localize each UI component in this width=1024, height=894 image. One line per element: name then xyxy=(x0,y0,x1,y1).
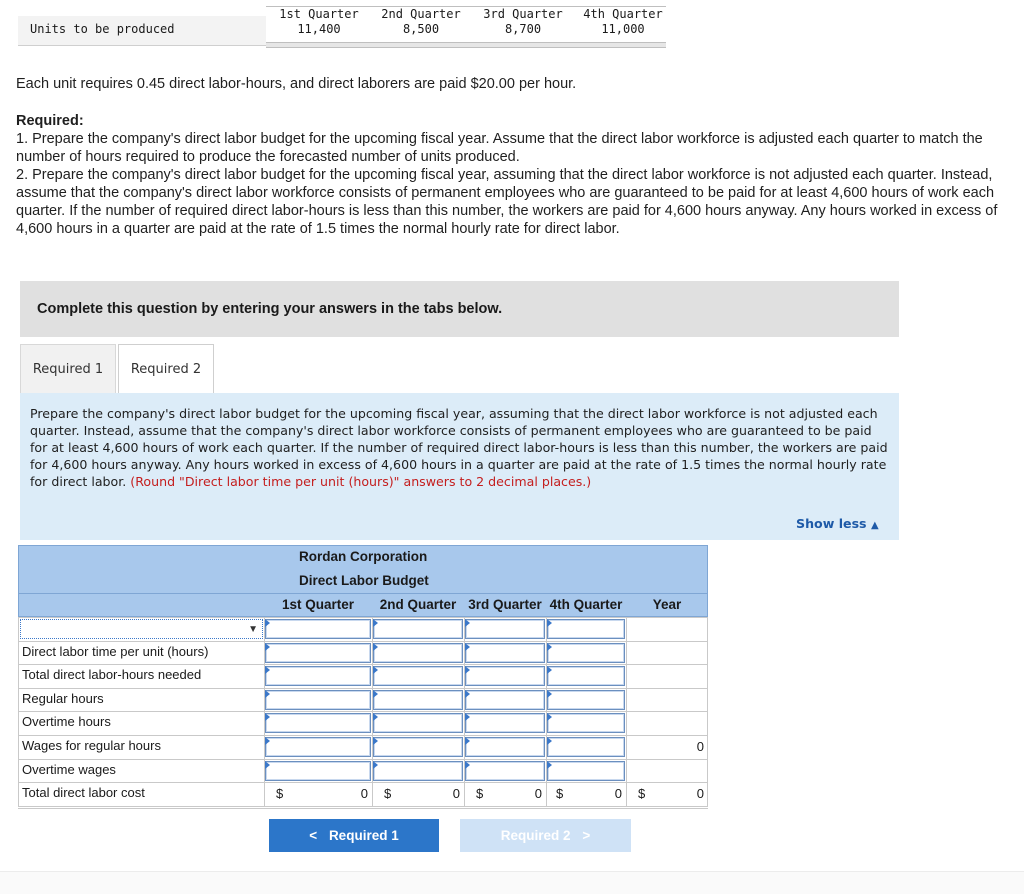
footer-strip xyxy=(0,871,1024,894)
prev-required-1-button[interactable] xyxy=(269,819,439,852)
units-col-q4 xyxy=(572,6,674,46)
rounding-note: (Round "Direct labor time per unit (hours)" answers to 2 decimal places.) xyxy=(130,474,592,489)
units-select-dropdown[interactable] xyxy=(20,619,263,639)
input-hours-needed-q2[interactable] xyxy=(373,666,463,686)
instructions-text: Prepare the company's direct labor budget for the upcoming fiscal year, assuming that the direct labor workforce is not adjusted each quarter. Instead, assume that the company's direct labor workforce consists of permanent employees who are guaranteed to be paid for at least 4,600 hours of work each quarter. If the number of required direct labor-hours is less than this number, the workers are paid for 4,600 hours anyway. Any hours worked in excess of 4,600 hours in a quarter are paid at the rate of 1.5 times the normal hourly rate for direct labor. xyxy=(30,406,888,489)
input-overtime-wages-q3[interactable] xyxy=(465,761,545,781)
input-labor-time-q3[interactable] xyxy=(465,643,545,663)
input-hours-needed-q3[interactable] xyxy=(465,666,545,686)
tab-instructions xyxy=(20,393,899,540)
units-q2-value: 8,500 xyxy=(402,22,440,36)
row-label-overtime-wages: Overtime wages xyxy=(22,762,116,777)
show-less-label: Show less xyxy=(796,516,867,531)
row-label-total-hours-needed: Total direct labor-hours needed xyxy=(22,667,202,682)
regular-wages-year: 0 xyxy=(696,739,704,754)
input-regular-hours-q4[interactable] xyxy=(547,690,625,710)
units-q1-value: 11,400 xyxy=(297,22,341,36)
col-header-q2: 2nd Quarter xyxy=(379,597,457,612)
intro-text: Each unit requires 0.45 direct labor-hours, and direct laborers are paid $20.00 per hour. xyxy=(16,76,577,92)
grid-row-line xyxy=(18,759,708,760)
units-q4-value: 11,000 xyxy=(601,22,645,36)
input-overtime-hours-q4[interactable] xyxy=(547,713,625,733)
row-label-overtime-hours: Overtime hours xyxy=(22,714,111,729)
total-q3-value: 0 xyxy=(534,786,542,801)
input-overtime-hours-q2[interactable] xyxy=(373,713,463,733)
tab-required-2[interactable]: Required 2 xyxy=(118,344,214,393)
total-q2-value: 0 xyxy=(452,786,460,801)
input-regular-wages-q2[interactable] xyxy=(373,737,463,757)
units-q1-header: 1st Quarter xyxy=(279,7,359,21)
units-col-q3 xyxy=(472,6,574,46)
units-q3-header: 3rd Quarter xyxy=(483,7,563,21)
total-q3-currency: $ xyxy=(476,786,484,801)
total-year-value: 0 xyxy=(696,786,704,801)
required-item-2: 2. Prepare the company's direct labor budget for the upcoming fiscal year, assuming that the direct labor workforce is not adjusted each quarter. Instead, assume that the company's direct labor workforce consists of permanent employees who are guaranteed to be paid for at least 4,600 hours of work each quarter. If the number of required direct labor-hours is less than this number, the workers are paid for 4,600 hours anyway. Any hours worked in excess of 4,600 hours in a quarter are paid at the rate of 1.5 times the normal hourly rate for direct labor. xyxy=(16,167,998,237)
input-row0-q4[interactable] xyxy=(547,619,625,639)
units-table xyxy=(18,6,666,48)
input-overtime-wages-q4[interactable] xyxy=(547,761,625,781)
chevron-left-icon: < xyxy=(309,828,318,843)
caret-down-icon: ▼ xyxy=(248,624,258,635)
next-button-label: Required 2 xyxy=(500,828,571,843)
grid-row-line xyxy=(18,617,708,618)
input-row0-q1[interactable] xyxy=(265,619,371,639)
col-header-q1: 1st Quarter xyxy=(281,597,355,612)
total-q4-currency: $ xyxy=(556,786,564,801)
col-header-q3: 3rd Quarter xyxy=(468,597,542,612)
grid-vline xyxy=(18,617,19,807)
input-hours-needed-q4[interactable] xyxy=(547,666,625,686)
units-q2-header: 2nd Quarter xyxy=(381,7,461,21)
input-regular-wages-q3[interactable] xyxy=(465,737,545,757)
col-header-year: Year xyxy=(652,597,682,612)
input-overtime-hours-q1[interactable] xyxy=(265,713,371,733)
row-label-labor-time-per-unit: Direct labor time per unit (hours) xyxy=(22,644,209,659)
triangle-up-icon: ▲ xyxy=(870,520,879,531)
input-overtime-wages-q2[interactable] xyxy=(373,761,463,781)
show-less-link[interactable] xyxy=(796,516,879,531)
row-label-regular-hours: Regular hours xyxy=(22,691,104,706)
input-regular-wages-q4[interactable] xyxy=(547,737,625,757)
input-regular-hours-q1[interactable] xyxy=(265,690,371,710)
input-row0-q2[interactable] xyxy=(373,619,463,639)
row-label-total-labor-cost: Total direct labor cost xyxy=(22,785,145,800)
company-name: Rordan Corporation xyxy=(299,549,428,564)
input-labor-time-q1[interactable] xyxy=(265,643,371,663)
total-q1-currency: $ xyxy=(276,786,284,801)
next-required-2-button[interactable] xyxy=(460,819,631,852)
units-col-q1 xyxy=(268,6,370,46)
chevron-right-icon: > xyxy=(582,828,591,843)
col-header-q4: 4th Quarter xyxy=(549,597,623,612)
direct-labor-budget-grid xyxy=(18,545,708,807)
grid-vline xyxy=(626,617,627,807)
grid-row-line xyxy=(18,711,708,712)
row-label-wages-regular: Wages for regular hours xyxy=(22,738,161,753)
tab-required-1[interactable]: Required 1 xyxy=(20,344,116,393)
total-q4-value: 0 xyxy=(614,786,622,801)
units-label: Units to be produced xyxy=(18,16,266,46)
input-regular-hours-q2[interactable] xyxy=(373,690,463,710)
input-hours-needed-q1[interactable] xyxy=(265,666,371,686)
units-q3-value: 8,700 xyxy=(504,22,542,36)
input-regular-wages-q1[interactable] xyxy=(265,737,371,757)
grid-vline xyxy=(707,617,708,807)
required-section xyxy=(16,112,1006,238)
total-q1-value: 0 xyxy=(360,786,368,801)
instructions-banner: Complete this question by entering your answers in the tabs below. xyxy=(20,281,899,337)
total-year-currency: $ xyxy=(638,786,646,801)
input-labor-time-q4[interactable] xyxy=(547,643,625,663)
input-labor-time-q2[interactable] xyxy=(373,643,463,663)
units-table-bottom-border xyxy=(266,42,666,48)
input-regular-hours-q3[interactable] xyxy=(465,690,545,710)
input-overtime-wages-q1[interactable] xyxy=(265,761,371,781)
total-q2-currency: $ xyxy=(384,786,392,801)
required-item-1: 1. Prepare the company's direct labor budget for the upcoming fiscal year. Assume that the direct labor workforce is adjusted each quarter to match the number of hours required to produce the forecasted number of units produced. xyxy=(16,131,983,165)
prev-button-label: Required 1 xyxy=(328,828,399,843)
units-q4-header: 4th Quarter xyxy=(583,7,663,21)
required-heading: Required: xyxy=(16,113,84,129)
grid-row-line xyxy=(18,688,708,689)
budget-title: Direct Labor Budget xyxy=(299,573,429,588)
input-overtime-hours-q3[interactable] xyxy=(465,713,545,733)
grid-bottom-line xyxy=(18,806,708,809)
units-col-q2 xyxy=(370,6,472,46)
input-row0-q3[interactable] xyxy=(465,619,545,639)
